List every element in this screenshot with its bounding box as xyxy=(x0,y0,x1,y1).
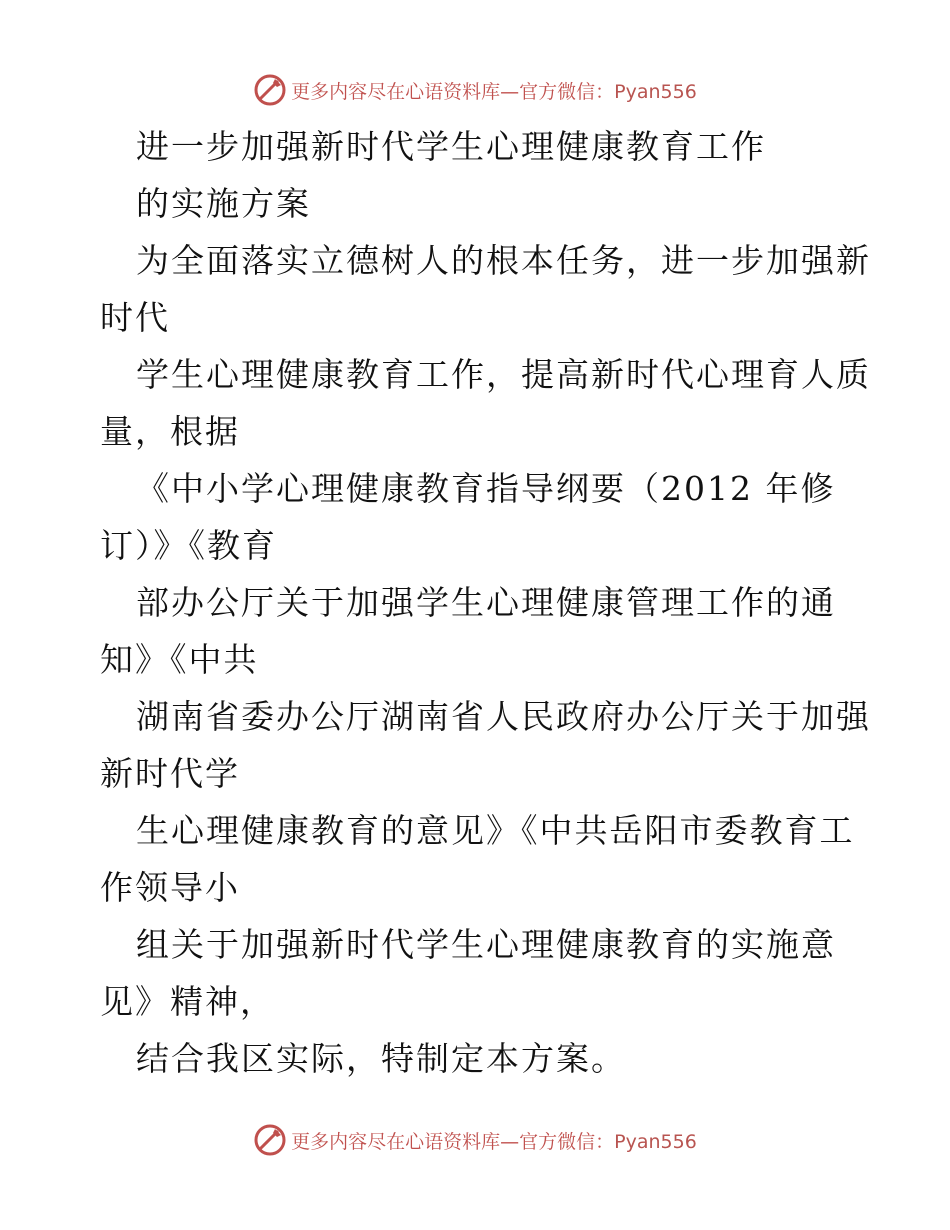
paragraph-line: 见》精神， xyxy=(100,982,275,1021)
paragraph-line: 知》《中共 xyxy=(100,640,259,679)
doc-title-line-2: 的实施方案 xyxy=(136,184,311,223)
banner-text: 更多内容尽在心语资料库—官方微信：Pyan556 xyxy=(291,80,697,103)
paragraph-line: 生心理健康教育的意见》《中共岳阳市委教育工 xyxy=(136,811,855,850)
paragraph-line: 订）》《教育 xyxy=(100,526,277,565)
paragraph-line: 湖南省委办公厅湖南省人民政府办公厅关于加强 xyxy=(136,697,871,736)
paragraph-line: 为全面落实立德树人的根本任务，进一步加强新 xyxy=(136,241,871,280)
paragraph-line: 部办公厅关于加强学生心理健康管理工作的通 xyxy=(136,583,836,622)
logo-icon xyxy=(253,73,287,107)
paragraph-line: 作领导小 xyxy=(100,868,240,907)
wechat-id: Pyan556 xyxy=(614,1130,697,1153)
document-body xyxy=(100,118,871,1087)
paragraph-line: 量，根据 xyxy=(100,412,240,451)
paragraph-line: 组关于加强新时代学生心理健康教育的实施意 xyxy=(136,925,836,964)
paragraph-line: 结合我区实际，特制定本方案。 xyxy=(136,1039,626,1078)
header-banner xyxy=(0,70,950,110)
paragraph-line: 《中小学心理健康教育指导纲要（2012 年修 xyxy=(136,469,836,508)
banner-text: 更多内容尽在心语资料库—官方微信：Pyan556 xyxy=(291,1130,697,1153)
paragraph-line: 新时代学 xyxy=(100,754,240,793)
wechat-id: Pyan556 xyxy=(614,80,697,103)
paragraph-line: 时代 xyxy=(100,298,170,337)
doc-title-line-1: 进一步加强新时代学生心理健康教育工作 xyxy=(136,127,766,166)
footer-banner xyxy=(0,1120,950,1160)
logo-icon xyxy=(253,1123,287,1157)
paragraph-line: 学生心理健康教育工作，提高新时代心理育人质 xyxy=(136,355,871,394)
